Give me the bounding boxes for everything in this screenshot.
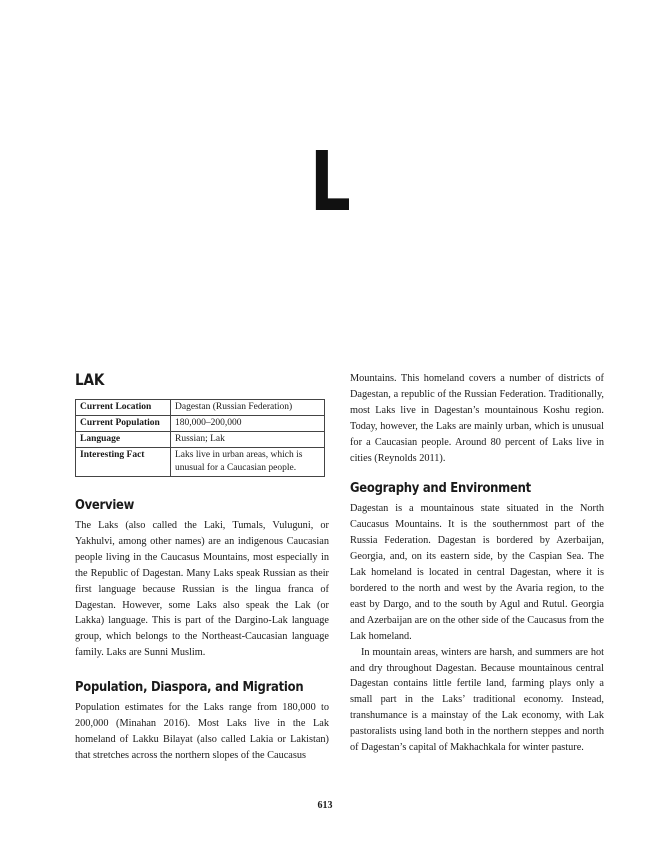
table-row bbox=[76, 432, 325, 448]
geography-paragraph-1: Dagestan is a mountainous state situated in the North Caucasus Mountains. It is the southernmost part of the Russia Federation. Dagestan is bordered by Azerbaijan, Georgia, and, on its eastern side, by the Caspian Sea. The Lak homeland is located in central Dagestan, where it is bordered to the north and west by the Avaria region, to the east by Dargo, and to the south by Agul and Rutul. Georgia and Azerbaijan are on the other side of the Caucasus from the Lak homeland. bbox=[350, 503, 604, 642]
page-number: 613 bbox=[317, 800, 333, 811]
fact-label: Current Location bbox=[76, 400, 171, 416]
population-paragraph-continued: Mountains. This homeland covers a number of districts of Dagestan, a republic of the Russian Federation. Traditionally, most Laks live in Dagestan’s mountainous Koshu region. Today, however, the Laks are mainly urban, which is unusual for a Caucasian people. Around 80 percent of Laks live in cities (Reynolds 2011). bbox=[350, 373, 604, 464]
fact-value: 180,000–200,000 bbox=[171, 416, 325, 432]
chapter-letter: L bbox=[310, 135, 351, 230]
overview-paragraph: The Laks (also called the Laki, Tumals, Vuluguni, or Yakhulvi, among other names) are an indigenous Caucasian people living in the Caucasus Mountains, most especially in the Republic of Dagestan. Many Laks speak Russian as their first language because Russian is the lingua franca of Dagestan. However, some Laks also speak the Lak (or Lakka) language. This is part of the Dargino-Lak language group, which belongs to the Northeast-Caucasian language family. Laks are Sunni Muslim. bbox=[75, 520, 329, 659]
right-column bbox=[350, 371, 604, 756]
fact-label: Current Population bbox=[76, 416, 171, 432]
fact-value: Russian; Lak bbox=[171, 432, 325, 448]
fact-value: Dagestan (Russian Federation) bbox=[171, 400, 325, 416]
fact-label: Interesting Fact bbox=[76, 448, 171, 477]
geography-paragraph-2: In mountain areas, winters are harsh, and summers are hot and dry throughout Dagestan. Because mountainous central Dagestan contains little fertile land, farming plays only a small part in the Laks’ traditional economy. Instead, transhumance is a mainstay of the Lak economy, with Lak pastoralists using land both in the northern steppes and north of Dagestan’s capital of Makhachkala for winter pasture. bbox=[350, 646, 604, 754]
fact-label: Language bbox=[76, 432, 171, 448]
table-row bbox=[76, 400, 325, 416]
section-heading-geography: Geography and Environment bbox=[350, 480, 531, 497]
entry-title: LAK bbox=[75, 370, 105, 389]
table-row bbox=[76, 448, 325, 477]
table-row bbox=[76, 416, 325, 432]
fact-value: Laks live in urban areas, which is unusual for a Caucasian people. bbox=[171, 448, 325, 477]
section-heading-population: Population, Diaspora, and Migration bbox=[75, 679, 304, 696]
fact-table bbox=[75, 399, 325, 477]
population-paragraph-start: Population estimates for the Laks range from 180,000 to 200,000 (Minahan 2016). Most Laks live in the Lak homeland of Lakku Bilayat (also called Lakia or Lakistan) that stretches across the northern slopes of the Caucasus bbox=[75, 702, 329, 761]
section-heading-overview: Overview bbox=[75, 497, 135, 513]
left-column bbox=[75, 370, 329, 764]
